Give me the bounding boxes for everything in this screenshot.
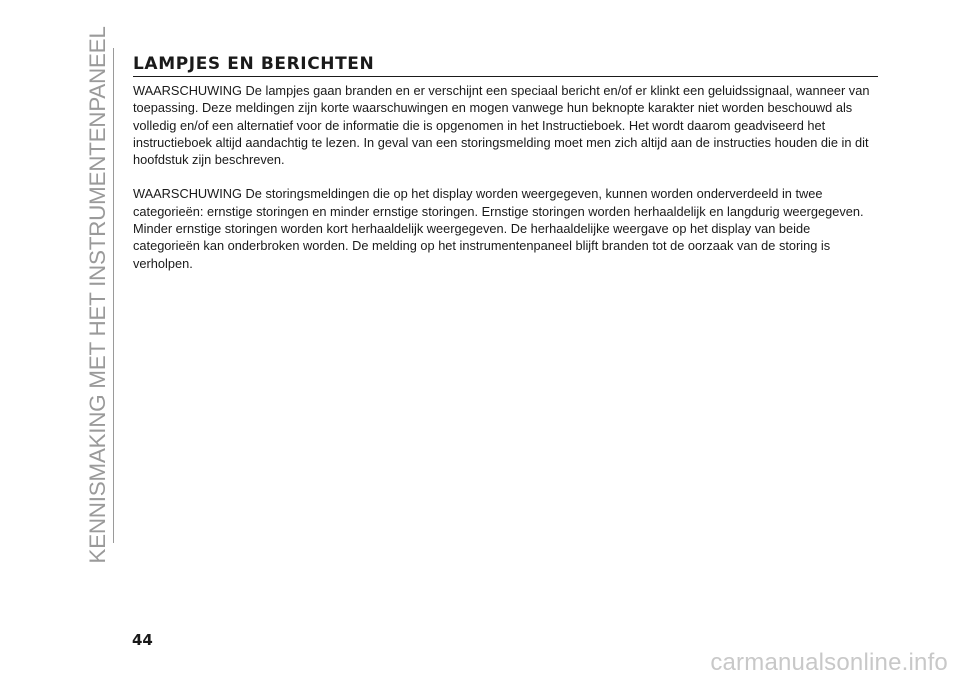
side-tab <box>84 26 112 564</box>
watermark: carmanualsonline.info <box>710 649 948 676</box>
page-number: 44 <box>132 631 153 649</box>
side-divider <box>113 48 114 543</box>
title-underline <box>133 76 878 77</box>
section-title: LAMPJES EN BERICHTEN <box>133 54 375 74</box>
side-tab-label: KENNISMAKING MET HET INSTRUMENTENPANEEL <box>85 26 110 564</box>
main-content <box>133 54 878 272</box>
paragraph-warning-faults: WAARSCHUWING De storingsmeldingen die op het display worden weergegeven, kunnen worden onderverdeeld in twee categorieën: ernstige storingen en minder ernstige storingen. Ernstige storingen worden herhaaldelijk en langdurig weergegeven. Minder ernstige storingen worden kort herhaaldelijk weergegeven. De herhaaldelijke weergave op het display van beide categorieën kan onderbroken worden. De melding op het instrumentenpaneel blijft branden tot de oorzaak van de storing is verholpen. <box>133 186 864 271</box>
paragraph-warning-lamps: WAARSCHUWING De lampjes gaan branden en er verschijnt een speciaal bericht en/of er klinkt een geluidssignaal, wanneer van toepassing. Deze meldingen zijn korte waarschuwingen en mogen vanwege hun beknopte karakter niet worden beschouwd als volledig en/of een alternatief voor de informatie die is opgenomen in het Instructieboek. Het wordt daarom geadviseerd het instructieboek altijd aandachtig te lezen. In geval van een storingsmelding moet men zich altijd aan de instructies houden die in dit hoofdstuk zijn beschreven. <box>133 83 870 168</box>
